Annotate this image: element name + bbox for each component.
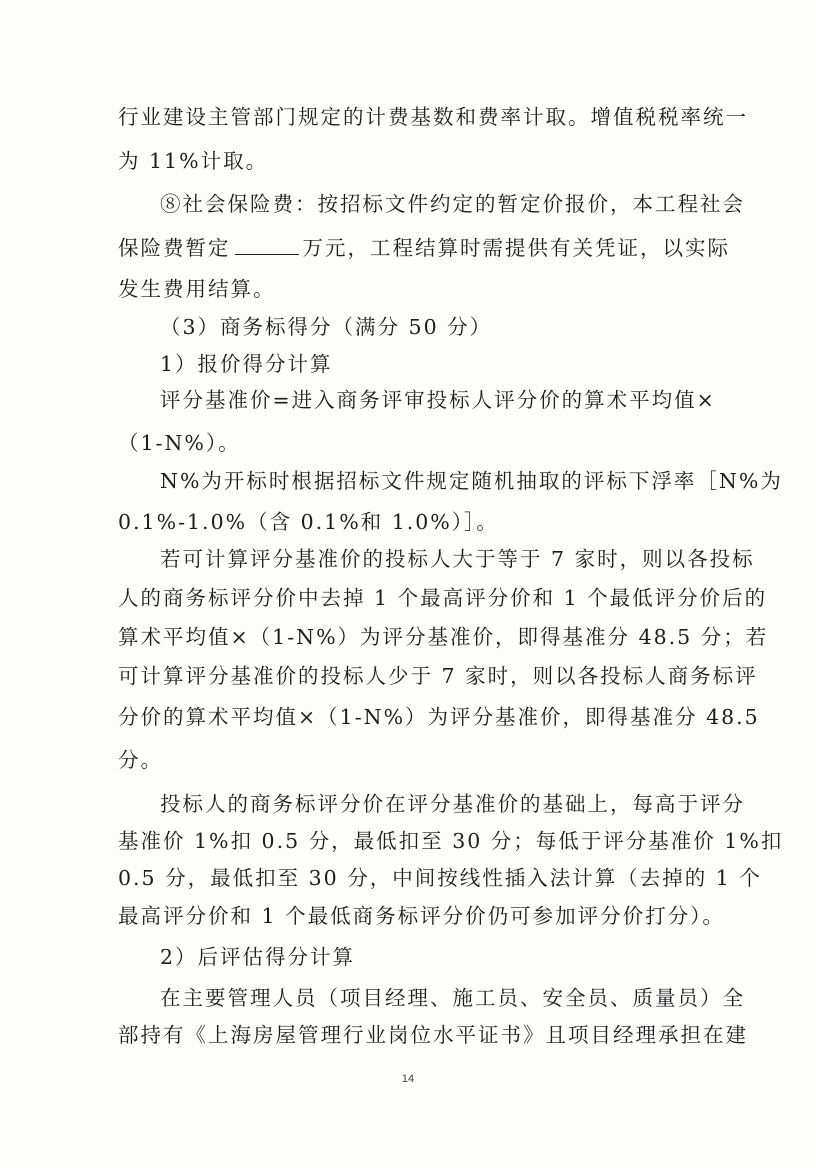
subsection-heading: 1）报价得分计算 [160, 352, 333, 376]
paragraph-line: 可计算评分基准价的投标人少于 7 家时，则以各投标人商务标评 [118, 664, 758, 688]
blank-fill-line [235, 236, 299, 255]
page-number: 14 [401, 1073, 415, 1085]
paragraph-line: 投标人的商务标评分价在评分基准价的基础上，每高于评分 [160, 792, 745, 816]
paragraph-line: 部持有《上海房屋管理行业岗位水平证书》且项目经理承担在建 [118, 1023, 748, 1047]
paragraph-line: 为 11%计取。 [118, 149, 269, 173]
paragraph-line: 行业建设主管部门规定的计费基数和费率计取。增值税税率统一 [118, 105, 748, 129]
paragraph-line: 算术平均值×（1-N%）为评分基准价，即得基准分 48.5 分；若 [118, 625, 769, 649]
line-segment: 万元，工程结算时需提供有关凭证，以实际 [302, 236, 730, 260]
paragraph-line: 0.5 分，最低扣至 30 分，中间按线性插入法计算（去掉的 1 个 [118, 866, 762, 890]
paragraph-line: 发生费用结算。 [118, 277, 276, 301]
paragraph-line: （1-N%）。 [118, 431, 241, 455]
paragraph-line: 分价的算术平均值×（1-N%）为评分基准价，即得基准分 48.5 [118, 705, 760, 729]
paragraph-line: ⑧社会保险费：按招标文件约定的暂定价报价，本工程社会 [160, 192, 745, 216]
paragraph-line: 最高评分价和 1 个最低商务标评分价仍可参加评分价打分）。 [118, 904, 725, 928]
paragraph-line: 分。 [118, 748, 163, 772]
paragraph-line: 评分基准价=进入商务评审投标人评分价的算术平均值× [160, 388, 716, 412]
paragraph-line: 基准价 1%扣 0.5 分，最低扣至 30 分；每低于评分基准价 1%扣 [118, 829, 784, 853]
paragraph-line: 在主要管理人员（项目经理、施工员、安全员、质量员）全 [160, 986, 745, 1010]
paragraph-line: 人的商务标评分价中去掉 1 个最高评分价和 1 个最低评分价后的 [118, 586, 768, 610]
subsection-heading: 2）后评估得分计算 [160, 945, 356, 969]
paragraph-line: 若可计算评分基准价的投标人大于等于 7 家时，则以各投标 [160, 547, 755, 571]
section-heading: （3）商务标得分（满分 50 分） [160, 315, 493, 339]
paragraph-line: N%为开标时根据招标文件规定随机抽取的评标下浮率［N%为 [160, 469, 783, 493]
paragraph-line: 0.1%-1.0%（含 0.1%和 1.0%）］。 [118, 510, 499, 534]
line-segment: 保险费暂定 [118, 236, 231, 260]
paragraph-line [118, 234, 730, 262]
